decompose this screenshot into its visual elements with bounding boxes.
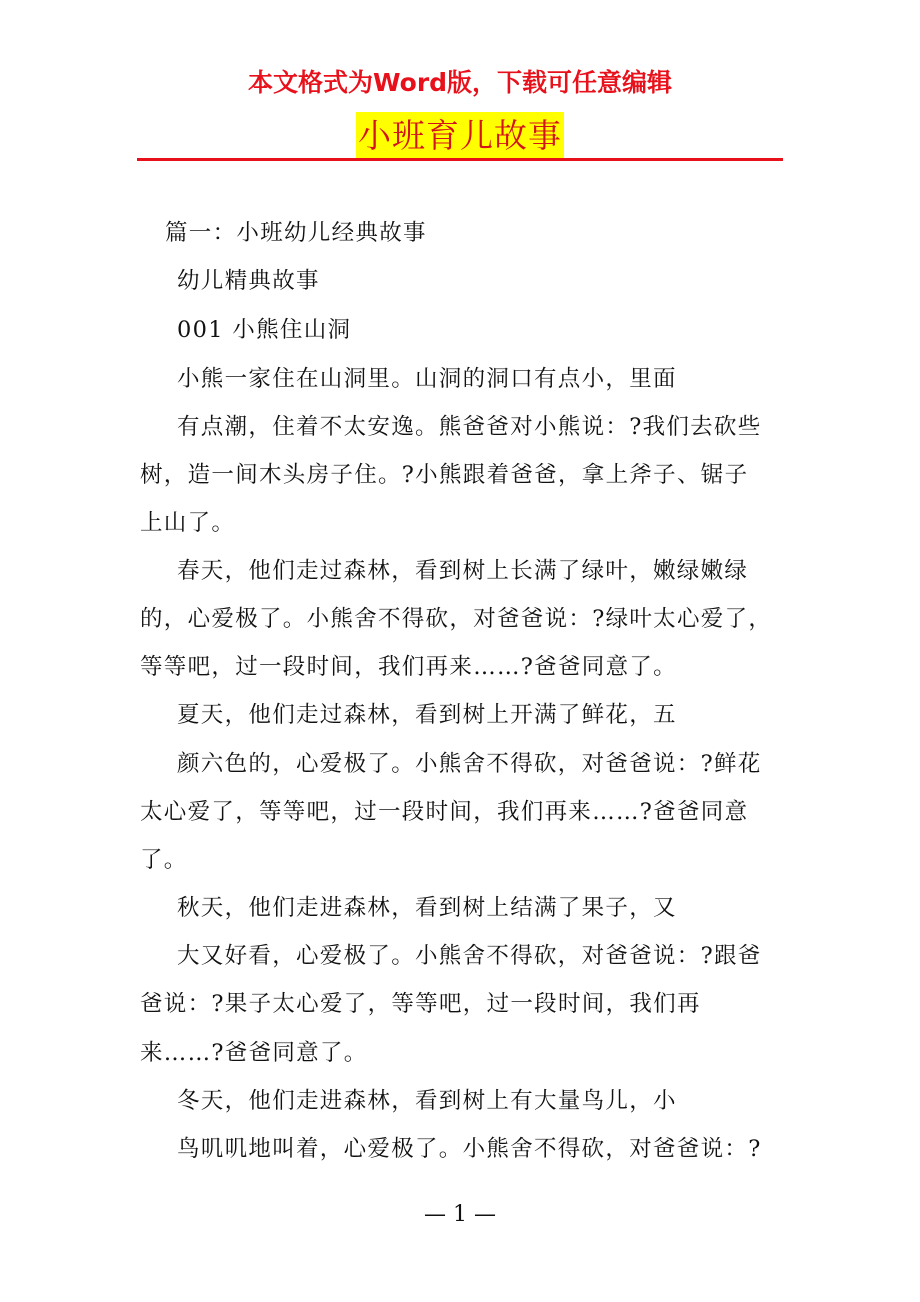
paragraph-line: 夏天，他们走过森林，看到树上开满了鲜花，五 (177, 702, 677, 728)
paragraph-line: 的，心爱极了。小熊舍不得砍，对爸爸说：?绿叶太心爱了， (140, 606, 773, 632)
title-container (0, 112, 920, 158)
paragraph-line: 秋天，他们走进森林，看到树上结满了果子，又 (177, 895, 677, 921)
paragraph-line: 鸟叽叽地叫着，心爱极了。小熊舍不得砍，对爸爸说：? (177, 1136, 762, 1162)
title-divider (137, 158, 783, 161)
paragraph-line: 来……?爸爸同意了。 (140, 1040, 368, 1066)
paragraph-line: 爸说：?果子太心爱了，等等吧，过一段时间，我们再 (140, 991, 701, 1017)
paragraph-line: 上山了。 (140, 510, 236, 536)
paragraph-line: 树，造一间木头房子住。?小熊跟着爸爸，拿上斧子、锯子 (140, 462, 749, 488)
paragraph-line: 大又好看，心爱极了。小熊舍不得砍，对爸爸说：?跟爸 (177, 943, 762, 969)
paragraph-line: 春天，他们走过森林，看到树上长满了绿叶，嫩绿嫩绿 (177, 558, 749, 584)
document-title: 小班育儿故事 (356, 112, 564, 158)
paragraph-line: 颜六色的，心爱极了。小熊舍不得砍，对爸爸说：?鲜花 (177, 751, 762, 777)
paragraph-line: 小熊一家住在山洞里。山洞的洞口有点小，里面 (177, 366, 677, 392)
story-title: 001 小熊住山洞 (177, 317, 352, 343)
section-heading: 篇一：小班幼儿经典故事 (165, 220, 427, 246)
paragraph-line: 等等吧，过一段时间，我们再来……?爸爸同意了。 (140, 654, 677, 680)
paragraph-line: 有点潮，住着不太安逸。熊爸爸对小熊说：?我们去砍些 (177, 414, 762, 440)
subheading: 幼儿精典故事 (177, 268, 320, 294)
paragraph-line: 冬天，他们走进森林，看到树上有大量鸟儿，小 (177, 1088, 677, 1114)
paragraph-line: 了。 (140, 847, 188, 873)
format-notice-banner: 本文格式为Word版，下载可任意编辑 (247, 68, 673, 97)
page-number: — 1 — (424, 1202, 496, 1227)
paragraph-line: 太心爱了，等等吧，过一段时间，我们再来……?爸爸同意 (140, 799, 749, 825)
